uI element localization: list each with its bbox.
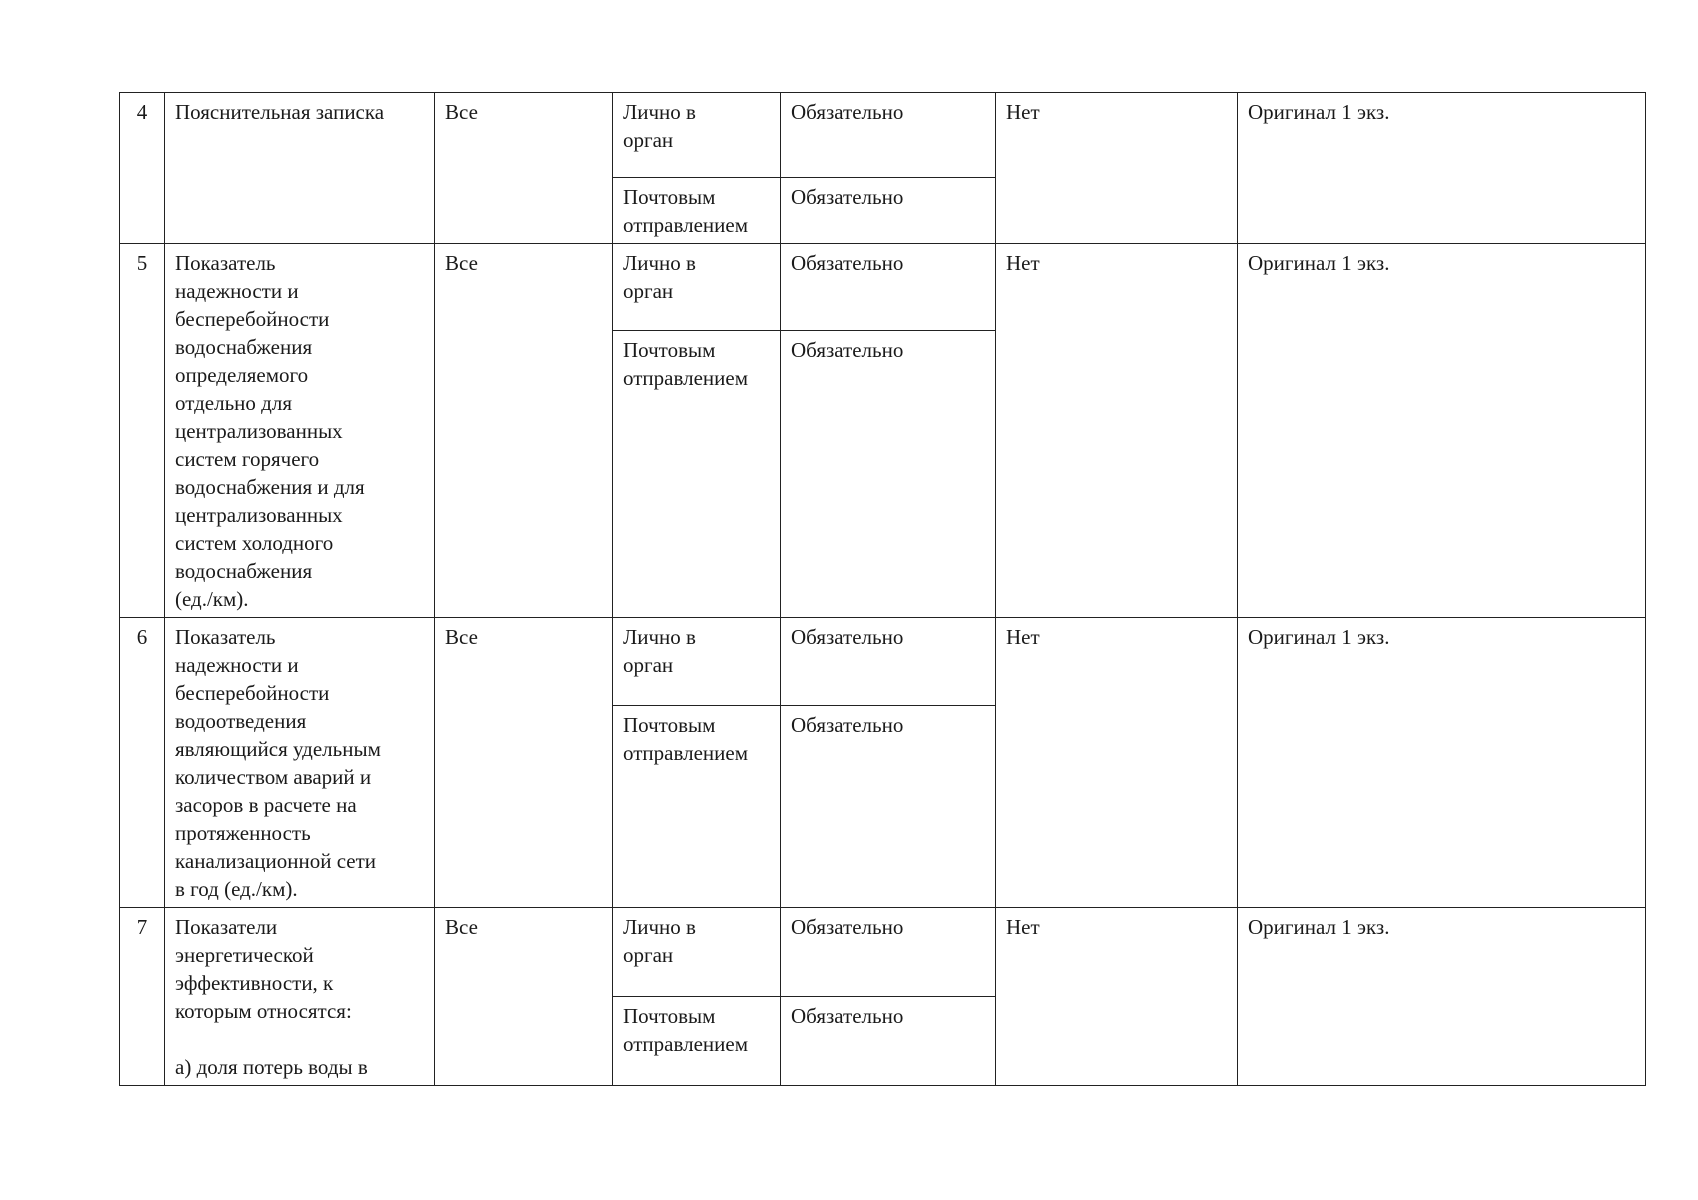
table-row <box>120 93 1646 178</box>
submission-method: Почтовым отправлением <box>613 997 781 1086</box>
submission-requirement: Обязательно <box>781 997 996 1086</box>
submission-requirement: Обязательно <box>781 244 996 331</box>
submission-method: Почтовым отправлением <box>613 706 781 908</box>
document-name: Показатель надежности и бесперебойности водоотведения являющийся удельным количеством аварий и засоров в расчете на протяженность канализационной сети в год (ед./км). <box>165 618 435 908</box>
submission-requirement: Обязательно <box>781 93 996 178</box>
document-form: Оригинал 1 экз. <box>1238 908 1646 1086</box>
authority-provided: Нет <box>996 244 1238 618</box>
row-number: 7 <box>120 908 165 1086</box>
requirements-table <box>119 92 1646 1086</box>
submission-method: Почтовым отправлением <box>613 331 781 618</box>
document-name: Пояснительная записка <box>165 93 435 244</box>
document-form: Оригинал 1 экз. <box>1238 93 1646 244</box>
submission-method: Лично в орган <box>613 618 781 706</box>
authority-provided: Нет <box>996 618 1238 908</box>
document-name: Показатели энергетической эффективности, к которым относятся: а) доля потерь воды в <box>165 908 435 1086</box>
submission-method: Лично в орган <box>613 908 781 997</box>
row-number: 6 <box>120 618 165 908</box>
row-number: 4 <box>120 93 165 244</box>
applicant-category: Все <box>435 244 613 618</box>
document-form: Оригинал 1 экз. <box>1238 618 1646 908</box>
submission-requirement: Обязательно <box>781 908 996 997</box>
document-name: Показатель надежности и бесперебойности водоснабжения определяемого отдельно для централизованных систем горячего водоснабжения и для централизованных систем холодного водоснабжения (ед./км). <box>165 244 435 618</box>
authority-provided: Нет <box>996 908 1238 1086</box>
applicant-category: Все <box>435 618 613 908</box>
table-row <box>120 618 1646 706</box>
submission-method: Почтовым отправлением <box>613 178 781 244</box>
submission-method: Лично в орган <box>613 93 781 178</box>
submission-requirement: Обязательно <box>781 178 996 244</box>
applicant-category: Все <box>435 93 613 244</box>
applicant-category: Все <box>435 908 613 1086</box>
submission-requirement: Обязательно <box>781 331 996 618</box>
table-row <box>120 244 1646 331</box>
authority-provided: Нет <box>996 93 1238 244</box>
row-number: 5 <box>120 244 165 618</box>
submission-requirement: Обязательно <box>781 706 996 908</box>
table-row <box>120 908 1646 997</box>
submission-method: Лично в орган <box>613 244 781 331</box>
submission-requirement: Обязательно <box>781 618 996 706</box>
document-form: Оригинал 1 экз. <box>1238 244 1646 618</box>
